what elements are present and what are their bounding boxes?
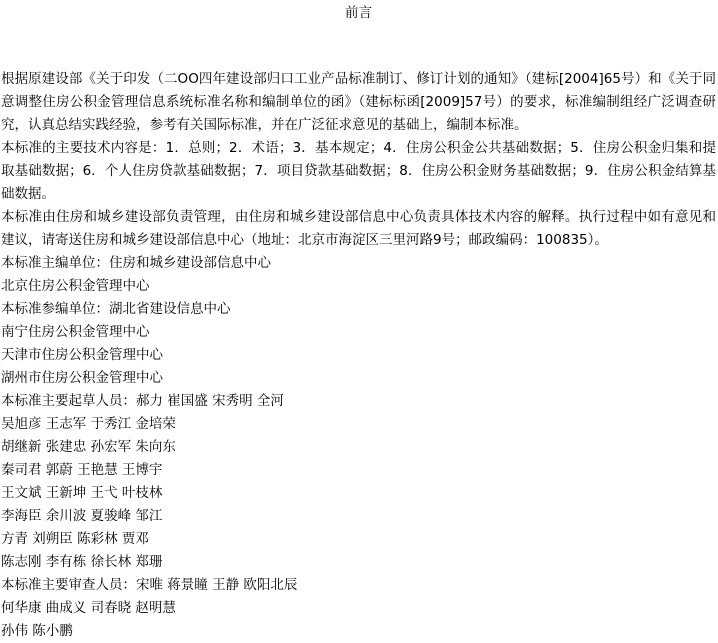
paragraph-content: 本标准的主要技术内容是：1．总则；2．术语；3．基本规定；4．住房公积金公共基础数据；5．住房公积金归集和提取基础数据；6．个人住房贷款基础数据；7．项目贷款基础数据；8．住房公积金财务基础数据；9．住房公积金结算基础数据。 [1, 140, 716, 202]
drafters-heading: 本标准主要起草人员：郝力 崔国盛 宋秀明 全河 [1, 393, 284, 409]
list-item: 湖州市住房公积金管理中心 [1, 370, 163, 386]
list-item: 李海臣 余川波 夏骏峰 邹江 [1, 508, 163, 524]
list-item: 陈志刚 李有栋 徐长林 郑珊 [1, 554, 163, 570]
participating-unit: 本标准参编单位：湖北省建设信息中心 [1, 301, 231, 317]
list-item: 秦司君 郭蔚 王艳慧 王博宇 [1, 462, 163, 478]
title-spacer [1, 27, 716, 68]
list-item: 孙伟 陈小鹏 [1, 623, 73, 639]
list-item: 王文斌 王新坤 王弋 叶枝林 [1, 485, 163, 501]
list-item: 北京住房公积金管理中心 [1, 278, 150, 294]
list-item: 吴旭彦 王志军 于秀江 金培荣 [1, 416, 176, 432]
list-item: 胡继新 张建忠 孙宏军 朱向东 [1, 439, 176, 455]
list-item: 天津市住房公积金管理中心 [1, 347, 163, 363]
reviewers-heading: 本标准主要审查人员：宋唯 蒋景瞳 王静 欧阳北辰 [1, 577, 298, 593]
list-item: 方青 刘朔臣 陈彩林 贾邓 [1, 531, 149, 547]
list-item: 南宁住房公积金管理中心 [1, 324, 150, 340]
page-title: 前言 [345, 5, 372, 21]
chief-editor-unit: 本标准主编单位：住房和城乡建设部信息中心 [1, 255, 271, 271]
paragraph-management: 本标准由住房和城乡建设部负责管理，由住房和城乡建设部信息中心负责具体技术内容的解释。执行过程中如有意见和建议，请寄送住房和城乡建设部信息中心（地址：北京市海淀区三里河路9号；邮政编码：100835）。 [1, 209, 716, 248]
list-item: 何华康 曲成义 司春晓 赵明慧 [1, 600, 176, 616]
paragraph-basis: 根据原建设部《关于印发（二OO四年建设部归口工业产品标准制订、修订计划的通知》（建标[2004]65号）和《关于同意调整住房公积金管理信息系统标准名称和编制单位的函》（建标标函[2009]57号）的要求，标准编制组经广泛调查研究，认真总结实践经验，参考有关国际标准，并在广泛征求意见的基础上，编制本标准。 [1, 71, 716, 133]
